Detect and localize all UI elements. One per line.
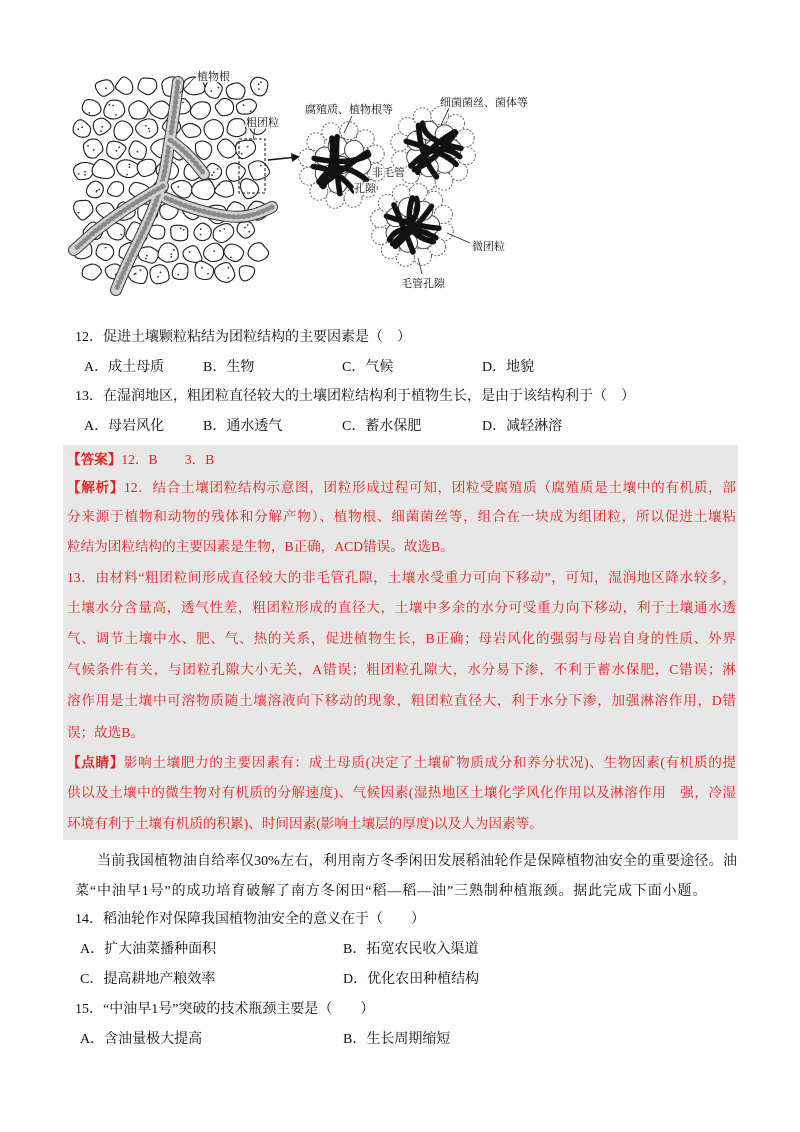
soil-particle — [182, 124, 201, 138]
analysis-line: 溶作用是土壤中可溶物质随土壤溶液向下移动的现象，粗团粒直径大，利于水分下渗，加强淋溶作用，D错 — [67, 693, 736, 708]
soil-aggregate-diagram — [0, 0, 800, 305]
soil-particle — [217, 139, 236, 158]
soil-particle — [195, 141, 211, 159]
soil-dot — [189, 251, 191, 253]
soil-dot — [200, 228, 202, 230]
question-14-stem: 14．稻油轮作对保障我国植物油安全的意义在于（ ） — [75, 912, 425, 927]
soil-particle — [86, 181, 103, 198]
question-13-option-d: D．减轻淋溶 — [482, 419, 563, 434]
humus-strand — [336, 137, 339, 194]
soil-dot — [146, 255, 148, 257]
answer-analysis-box — [63, 445, 738, 840]
soil-dot — [129, 164, 131, 166]
answer-label: 【答案】 — [67, 452, 122, 467]
soil-dot — [160, 272, 162, 274]
soil-particle — [83, 139, 102, 158]
soil-particle — [239, 266, 254, 281]
soil-particle — [138, 78, 157, 95]
question-13-stem: 13．在湿润地区，粗团粒直径较大的土壤团粒结构利于植物生长，是由于该结构利于（ ） — [75, 389, 635, 404]
analysis-line — [67, 473, 736, 503]
question-14-option-a: A．扩大油菜播种面积 — [80, 942, 217, 957]
soil-dot — [183, 229, 185, 231]
arrow — [268, 153, 300, 162]
soil-particle — [95, 80, 114, 97]
question-13-option-b: B．通水透气 — [203, 419, 283, 434]
soil-particle — [240, 179, 258, 199]
analysis-label: 【解析】 — [67, 480, 124, 495]
soil-dot — [135, 273, 137, 275]
aggregate-cluster — [299, 122, 386, 209]
soil-particle — [224, 244, 244, 261]
question-12-option-b: B．生物 — [203, 360, 255, 375]
soil-dot — [157, 276, 159, 278]
soil-particle — [226, 83, 245, 99]
question-14-option-d: D．优化农田种植结构 — [343, 972, 480, 987]
soil-dot — [95, 191, 97, 193]
soil-dot — [219, 230, 221, 232]
soil-particle — [215, 98, 233, 115]
dashed-particle — [414, 247, 432, 265]
soil-dot — [93, 149, 95, 151]
soil-dot — [137, 151, 139, 153]
soil-particle — [171, 225, 188, 241]
soil-dot — [210, 90, 212, 92]
soil-dot — [78, 212, 80, 214]
soil-dot — [101, 126, 103, 128]
soil-dot — [120, 234, 122, 236]
soil-dot — [217, 168, 219, 170]
soil-dot — [177, 186, 179, 188]
aggregate-cluster — [371, 184, 454, 267]
soil-dot — [145, 125, 147, 127]
soil-particle — [251, 77, 268, 96]
soil-particle — [237, 222, 254, 238]
soil-particle — [226, 163, 245, 181]
soil-particle — [136, 119, 158, 138]
label-non-capillary-pore-line2: 孔隙 — [354, 183, 376, 195]
soil-particle — [194, 223, 211, 240]
soil-dot — [247, 224, 249, 226]
soil-dot — [243, 104, 245, 106]
soil-dot — [207, 273, 209, 275]
soil-dot — [126, 174, 128, 176]
soil-dot — [247, 146, 249, 148]
answer-line — [67, 445, 736, 475]
soil-particle — [137, 159, 156, 176]
soil-dot — [77, 128, 79, 130]
label-capillary-pore: 毛管孔隙 — [401, 278, 445, 290]
label-non-capillary-pore-line1: 非毛管 — [372, 167, 405, 179]
soil-dot — [258, 88, 260, 90]
soil-particle — [114, 121, 133, 140]
soil-dot — [88, 112, 90, 114]
analysis-line: 误；故选B。 — [67, 725, 145, 740]
question-15-option-b: B．生长周期缩短 — [343, 1032, 451, 1047]
question-15-option-a: A．含油量极大提高 — [80, 1032, 203, 1047]
soil-dot — [230, 257, 232, 259]
soil-dot — [112, 105, 114, 107]
soil-particle — [248, 161, 269, 180]
soil-particle — [195, 261, 214, 279]
soil-particle — [74, 200, 93, 220]
tip-text: 影响土壤肥力的主要因素有：成土母质(决定了土壤矿物质成分和养分状况)、生物因素(有机质的提 — [123, 755, 736, 770]
soil-dot — [116, 150, 118, 152]
soil-dot — [223, 228, 225, 230]
soil-dot — [258, 83, 260, 85]
tip-line: 环境有利于土壤有机质的积累)、时间因素(影响土壤层的厚度)以及人为因素等。 — [67, 816, 543, 831]
soil-dot — [98, 189, 100, 191]
soil-dot — [84, 174, 86, 176]
soil-dot — [170, 253, 172, 255]
soil-dot — [250, 110, 252, 112]
soil-dot — [180, 227, 182, 229]
soil-dot — [118, 146, 120, 148]
soil-particle — [129, 141, 146, 160]
soil-particle — [227, 119, 246, 137]
soil-dot — [100, 130, 102, 132]
soil-particle — [92, 159, 114, 178]
analysis-text: 12．结合土壤团粒结构示意图，团粒形成过程可知，团粒受腐殖质（腐殖质是土壤中的有机质，部 — [124, 480, 736, 495]
soil-particle — [190, 102, 210, 119]
soil-dot — [211, 174, 213, 176]
soil-particle — [183, 246, 202, 263]
question-14-option-b: B．拓宽农民收入渠道 — [343, 942, 479, 957]
soil-dot — [87, 145, 89, 147]
analysis-line: 气候条件有关，与团粒孔隙大小无关，A错误；粗团粒孔隙大，水分易下渗，不利于蓄水保肥，C错误；淋 — [67, 662, 736, 677]
soil-dot — [173, 249, 175, 251]
question-12-stem: 12．促进土壤颗粒粘结为团粒结构的主要因素是（ ） — [75, 330, 411, 345]
soil-dot — [145, 258, 147, 260]
soil-dot — [177, 274, 179, 276]
label-humus-and-roots: 腐殖质、植物根等 — [305, 104, 393, 116]
soil-dot — [140, 269, 142, 271]
label-plant-root: 植物根 — [197, 71, 230, 83]
answer-text: 12．B 3．B — [121, 452, 215, 467]
soil-dot — [182, 101, 184, 103]
question-13-option-a: A．母岩风化 — [84, 419, 165, 434]
passage-line: 菜“中油早1号”的成功培育破解了南方冬闲田“稻—稻—油”三熟制种植瓶颈。据此完成下面小题。 — [75, 884, 708, 899]
soil-particle — [116, 77, 133, 94]
soil-dot — [213, 171, 215, 173]
soil-dot — [228, 267, 230, 269]
soil-dot — [201, 267, 203, 269]
soil-particle — [107, 182, 123, 197]
soil-dot — [241, 153, 243, 155]
soil-particle — [215, 263, 235, 283]
soil-dot — [218, 87, 220, 89]
soil-particle — [204, 243, 224, 261]
soil-particle — [82, 100, 101, 116]
soil-particle — [96, 244, 114, 261]
tip-line: 供以及土壤中的微生物对有机质的分解速度)、气候因素(湿热地区土壤化学风化作用以及淋溶作用 强，冷湿 — [67, 785, 736, 800]
analysis-line: 气、调节土壤中水、肥、气、热的关系，促进植物生长，B正确；母岩风化的强弱与母岩自身的性质、外界 — [67, 631, 736, 646]
soil-dot — [108, 104, 110, 106]
tip-line — [67, 748, 736, 778]
soil-particle — [192, 180, 215, 200]
soil-particle — [248, 243, 269, 261]
soil-particle — [150, 265, 169, 284]
soil-particle — [82, 264, 101, 280]
soil-dot — [200, 234, 202, 236]
soil-particle — [150, 101, 170, 119]
soil-dot — [81, 126, 83, 128]
analysis-line: 土壤水分含量高，透气性差，粗团粒形成的直径大，土壤中多余的水分可受重力向下移动，利于土壤通水透 — [67, 600, 736, 615]
label-coarse-aggregate: 粗团粒 — [246, 117, 279, 129]
soil-particle — [73, 162, 94, 179]
soil-dot — [78, 173, 80, 175]
soil-dot — [244, 227, 246, 229]
question-12-option-c: C．气候 — [342, 360, 394, 375]
soil-dot — [213, 250, 215, 252]
soil-dot — [84, 171, 86, 173]
analysis-line: 粒结为团粒结构的主要因素是生物，B正确，ACD错误。故选B。 — [67, 539, 454, 554]
soil-dot — [170, 256, 172, 258]
soil-dot — [105, 87, 107, 89]
question-12-option-d: D．地貌 — [482, 360, 535, 375]
soil-particle — [138, 247, 159, 263]
question-14-option-c: C．提高耕地产粮效率 — [80, 972, 216, 987]
question-13-option-c: C．蓄水保肥 — [342, 419, 422, 434]
soil-dot — [227, 277, 229, 279]
tip-label: 【点睛】 — [67, 755, 124, 770]
question-12-option-a: A．成土母质 — [84, 360, 165, 375]
label-micro-aggregate: 微团粒 — [472, 241, 505, 253]
soil-particle — [129, 101, 148, 119]
soil-particle — [215, 181, 234, 197]
dashed-particle — [340, 122, 358, 140]
soil-dot — [260, 165, 262, 167]
soil-dot — [115, 114, 117, 116]
soil-particle — [236, 99, 256, 114]
soil-dot — [260, 81, 262, 83]
soil-particle — [104, 100, 125, 119]
soil-dot — [218, 184, 220, 186]
label-bacteria-hyphae: 细菌菌丝、菌体等 — [440, 97, 528, 109]
soil-dot — [148, 128, 150, 130]
analysis-line: 分来源于植物和动物的残体和分解产物）、植物根、细菌菌丝等，组合在一块成为组团粒，所以促进土壤粘 — [67, 509, 736, 524]
soil-particle — [158, 243, 178, 262]
soil-particle — [204, 120, 223, 140]
soil-dot — [129, 166, 131, 168]
aggregate-clusters — [299, 107, 476, 267]
soil-dot — [105, 247, 107, 249]
question-15-stem: 15．“中油早1号”突破的技术瓶颈主要是（ ） — [75, 1002, 375, 1017]
soil-particle — [213, 224, 234, 243]
soil-dot — [248, 231, 250, 233]
soil-particle — [172, 263, 188, 279]
passage-line: 当前我国植物油自给率仅30%左右，利用南方冬季闲田发展稻油轮作是保障植物油安全的重要途径。油 — [97, 854, 737, 869]
soil-dot — [149, 131, 151, 133]
analysis-line: 13．由材料“粗团粒间形成直径较大的非毛管孔隙，土壤水受重力可向下移动”，可知，湿润地区降水较多， — [67, 570, 736, 585]
soil-particle — [73, 120, 91, 137]
